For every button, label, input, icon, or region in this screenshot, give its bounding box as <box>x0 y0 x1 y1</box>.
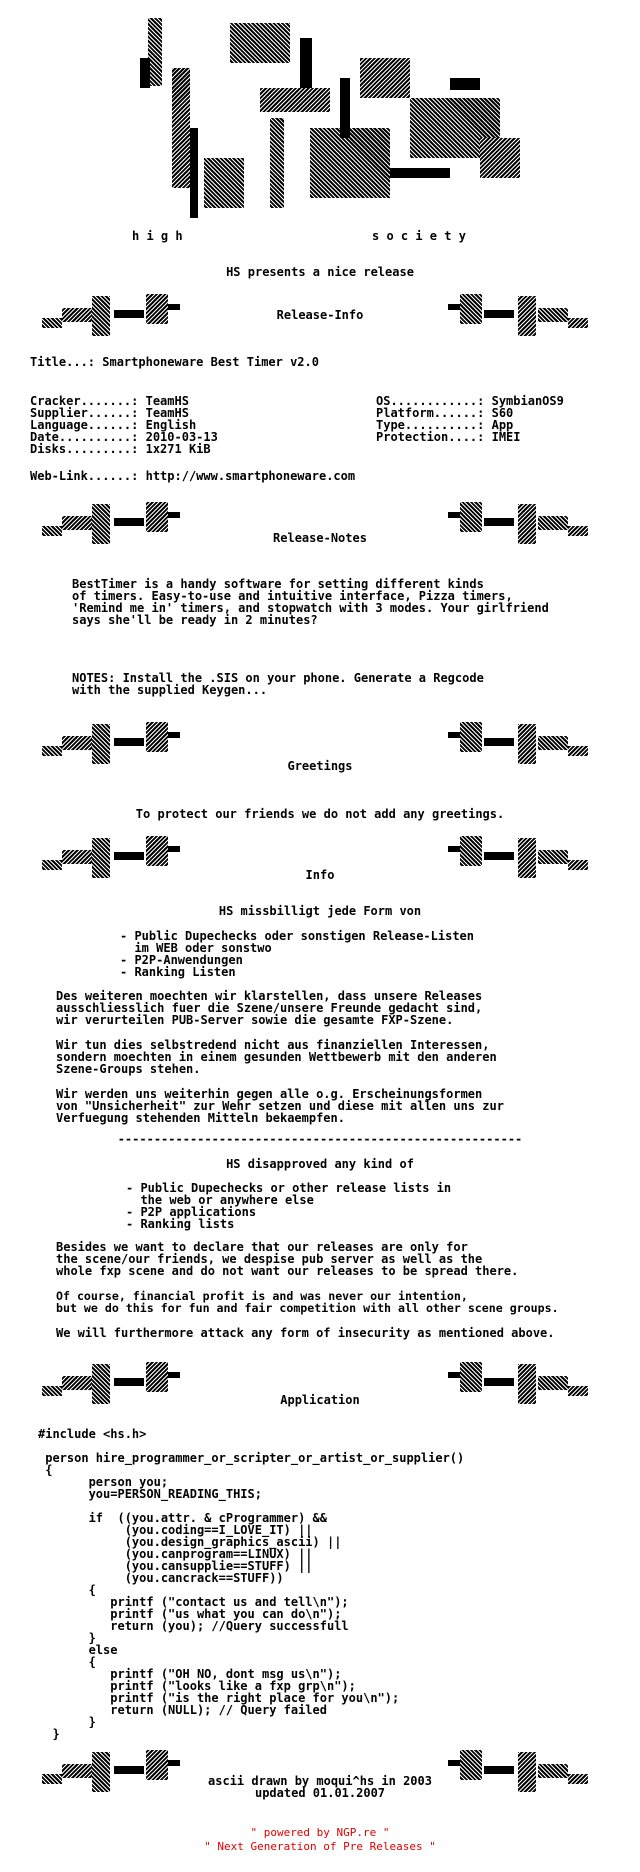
section-title-info: Info <box>305 868 335 882</box>
info-de-paragraph: Des weiteren moechten wir klarstellen, dass unsere Releases ausschliesslich fuer die Szene/unsere Freunde gedacht sind, wir verurteilen PUB-Server sowie die gesamte FXP-Szene. <box>56 989 483 1027</box>
info-de-title: HS missbilligt jede Form von <box>218 904 422 918</box>
section-title-application: Application <box>280 1393 360 1407</box>
list-item: - P2P-Anwendungen <box>120 953 243 967</box>
greetings-text: To protect our friends we do not add any greetings. <box>135 807 505 821</box>
divider-line: -------------------------------------------------------- <box>117 1132 523 1146</box>
notes-line: says she'll be ready in 2 minutes? <box>72 613 318 627</box>
application-code: #include <hs.h> person hire_programmer_or_scripter_or_artist_or_supplier() { person you; you=PERSON_READING_THIS; if ((you.attr. & cProgrammer) && (you.coding==I_LOVE_IT) || (you.design_graphics_ascii) || (you.canprogram==LINUX) || (you.cansupplie==STUFF) || (you.cancrack==STUFF)) { printf ("contact us and tell\n"); printf ("us what you can do\n"); return (you); //Query successfull } else { printf ("OH NO, dont msg us\n"); printf ("looks like a fxp grp\n"); printf ("is the right place for you\n"); return (NULL); // Query failed } } <box>38 1427 465 1741</box>
list-item: - P2P applications <box>126 1205 257 1219</box>
logo-word-society: s o c i e t y <box>372 229 466 243</box>
hs-logo <box>110 18 530 223</box>
section-title-release-notes: Release-Notes <box>273 531 367 545</box>
ornament-left-greetings <box>42 718 182 766</box>
info-en-title: HS disapproved any kind of <box>226 1157 414 1171</box>
list-item: - Ranking lists <box>126 1217 235 1231</box>
section-title-greetings: Greetings <box>287 759 353 773</box>
notes-line: 'Remind me in' timers, and stopwatch with 3 modes. Your girlfriend <box>72 601 549 615</box>
info-os: OS............: SymbianOS9 <box>376 394 564 408</box>
credits-line: updated 01.01.2007 <box>254 1786 386 1800</box>
ornament-right-release-notes <box>448 498 588 546</box>
install-line: with the supplied Keygen... <box>72 683 268 697</box>
info-platform: Platform......: S60 <box>376 406 514 420</box>
ornament-right-application <box>448 1358 588 1406</box>
logo-word-high: h i g h <box>132 229 183 243</box>
list-item: the web or anywhere else <box>126 1193 314 1207</box>
info-protection: Protection....: IMEI <box>376 430 521 444</box>
section-title-release-info: Release-Info <box>276 308 364 322</box>
info-supplier: Supplier......: TeamHS <box>30 406 189 420</box>
release-title-line: Title...: Smartphoneware Best Timer v2.0 <box>30 355 319 369</box>
footer-tagline[interactable]: " Next Generation of Pre Releases " <box>204 1840 436 1853</box>
ornament-right-info <box>448 832 588 880</box>
info-type: Type..........: App <box>376 418 514 432</box>
list-item: - Public Dupechecks or other release lists in <box>126 1181 452 1195</box>
credits-line: ascii drawn by moqui^hs in 2003 <box>208 1774 432 1788</box>
info-en-paragraph: Besides we want to declare that our releases are only for the scene/our friends, we despise pub server as well as the whole fxp scene and do not want our releases to be spread there. <box>56 1240 519 1278</box>
info-en-paragraph: Of course, financial profit is and was never our intention, but we do this for fun and fair competition with all other scene groups. <box>56 1289 559 1315</box>
info-cracker: Cracker.......: TeamHS <box>30 394 189 408</box>
info-disks: Disks.........: 1x271 KiB <box>30 442 211 456</box>
install-line: NOTES: Install the .SIS on your phone. Generate a Regcode <box>72 671 484 685</box>
web-link[interactable]: Web-Link......: http://www.smartphoneware.com <box>30 469 356 483</box>
ornament-right-release-info <box>448 290 588 338</box>
info-en-paragraph: We will furthermore attack any form of insecurity as mentioned above. <box>56 1326 555 1340</box>
intro-text: HS presents a nice release <box>226 265 414 279</box>
notes-line: of timers. Easy-to-use and intuitive interface, Pizza timers, <box>72 589 513 603</box>
info-language: Language......: English <box>30 418 197 432</box>
list-item: im WEB oder sonstwo <box>120 941 272 955</box>
ornament-right-greetings <box>448 718 588 766</box>
notes-line: BestTimer is a handy software for setting different kinds <box>72 577 484 591</box>
info-de-paragraph: Wir tun dies selbstredend nicht aus finanziellen Interessen, sondern moechten in einem gesunden Wettbewerb mit den anderen Szene-Groups stehen. <box>56 1038 497 1076</box>
list-item: - Public Dupechecks oder sonstigen Release-Listen <box>120 929 475 943</box>
info-de-paragraph: Wir werden uns weiterhin gegen alle o.g. Erscheinungsformen von "Unsicherheit" zur Wehr setzen und diese mit allen uns zur Verfuegung stehenden Mitteln bekaempfen. <box>56 1087 504 1125</box>
footer-powered-by[interactable]: " powered by NGP.re " <box>250 1826 390 1839</box>
info-date: Date..........: 2010-03-13 <box>30 430 218 444</box>
list-item: - Ranking Listen <box>120 965 236 979</box>
